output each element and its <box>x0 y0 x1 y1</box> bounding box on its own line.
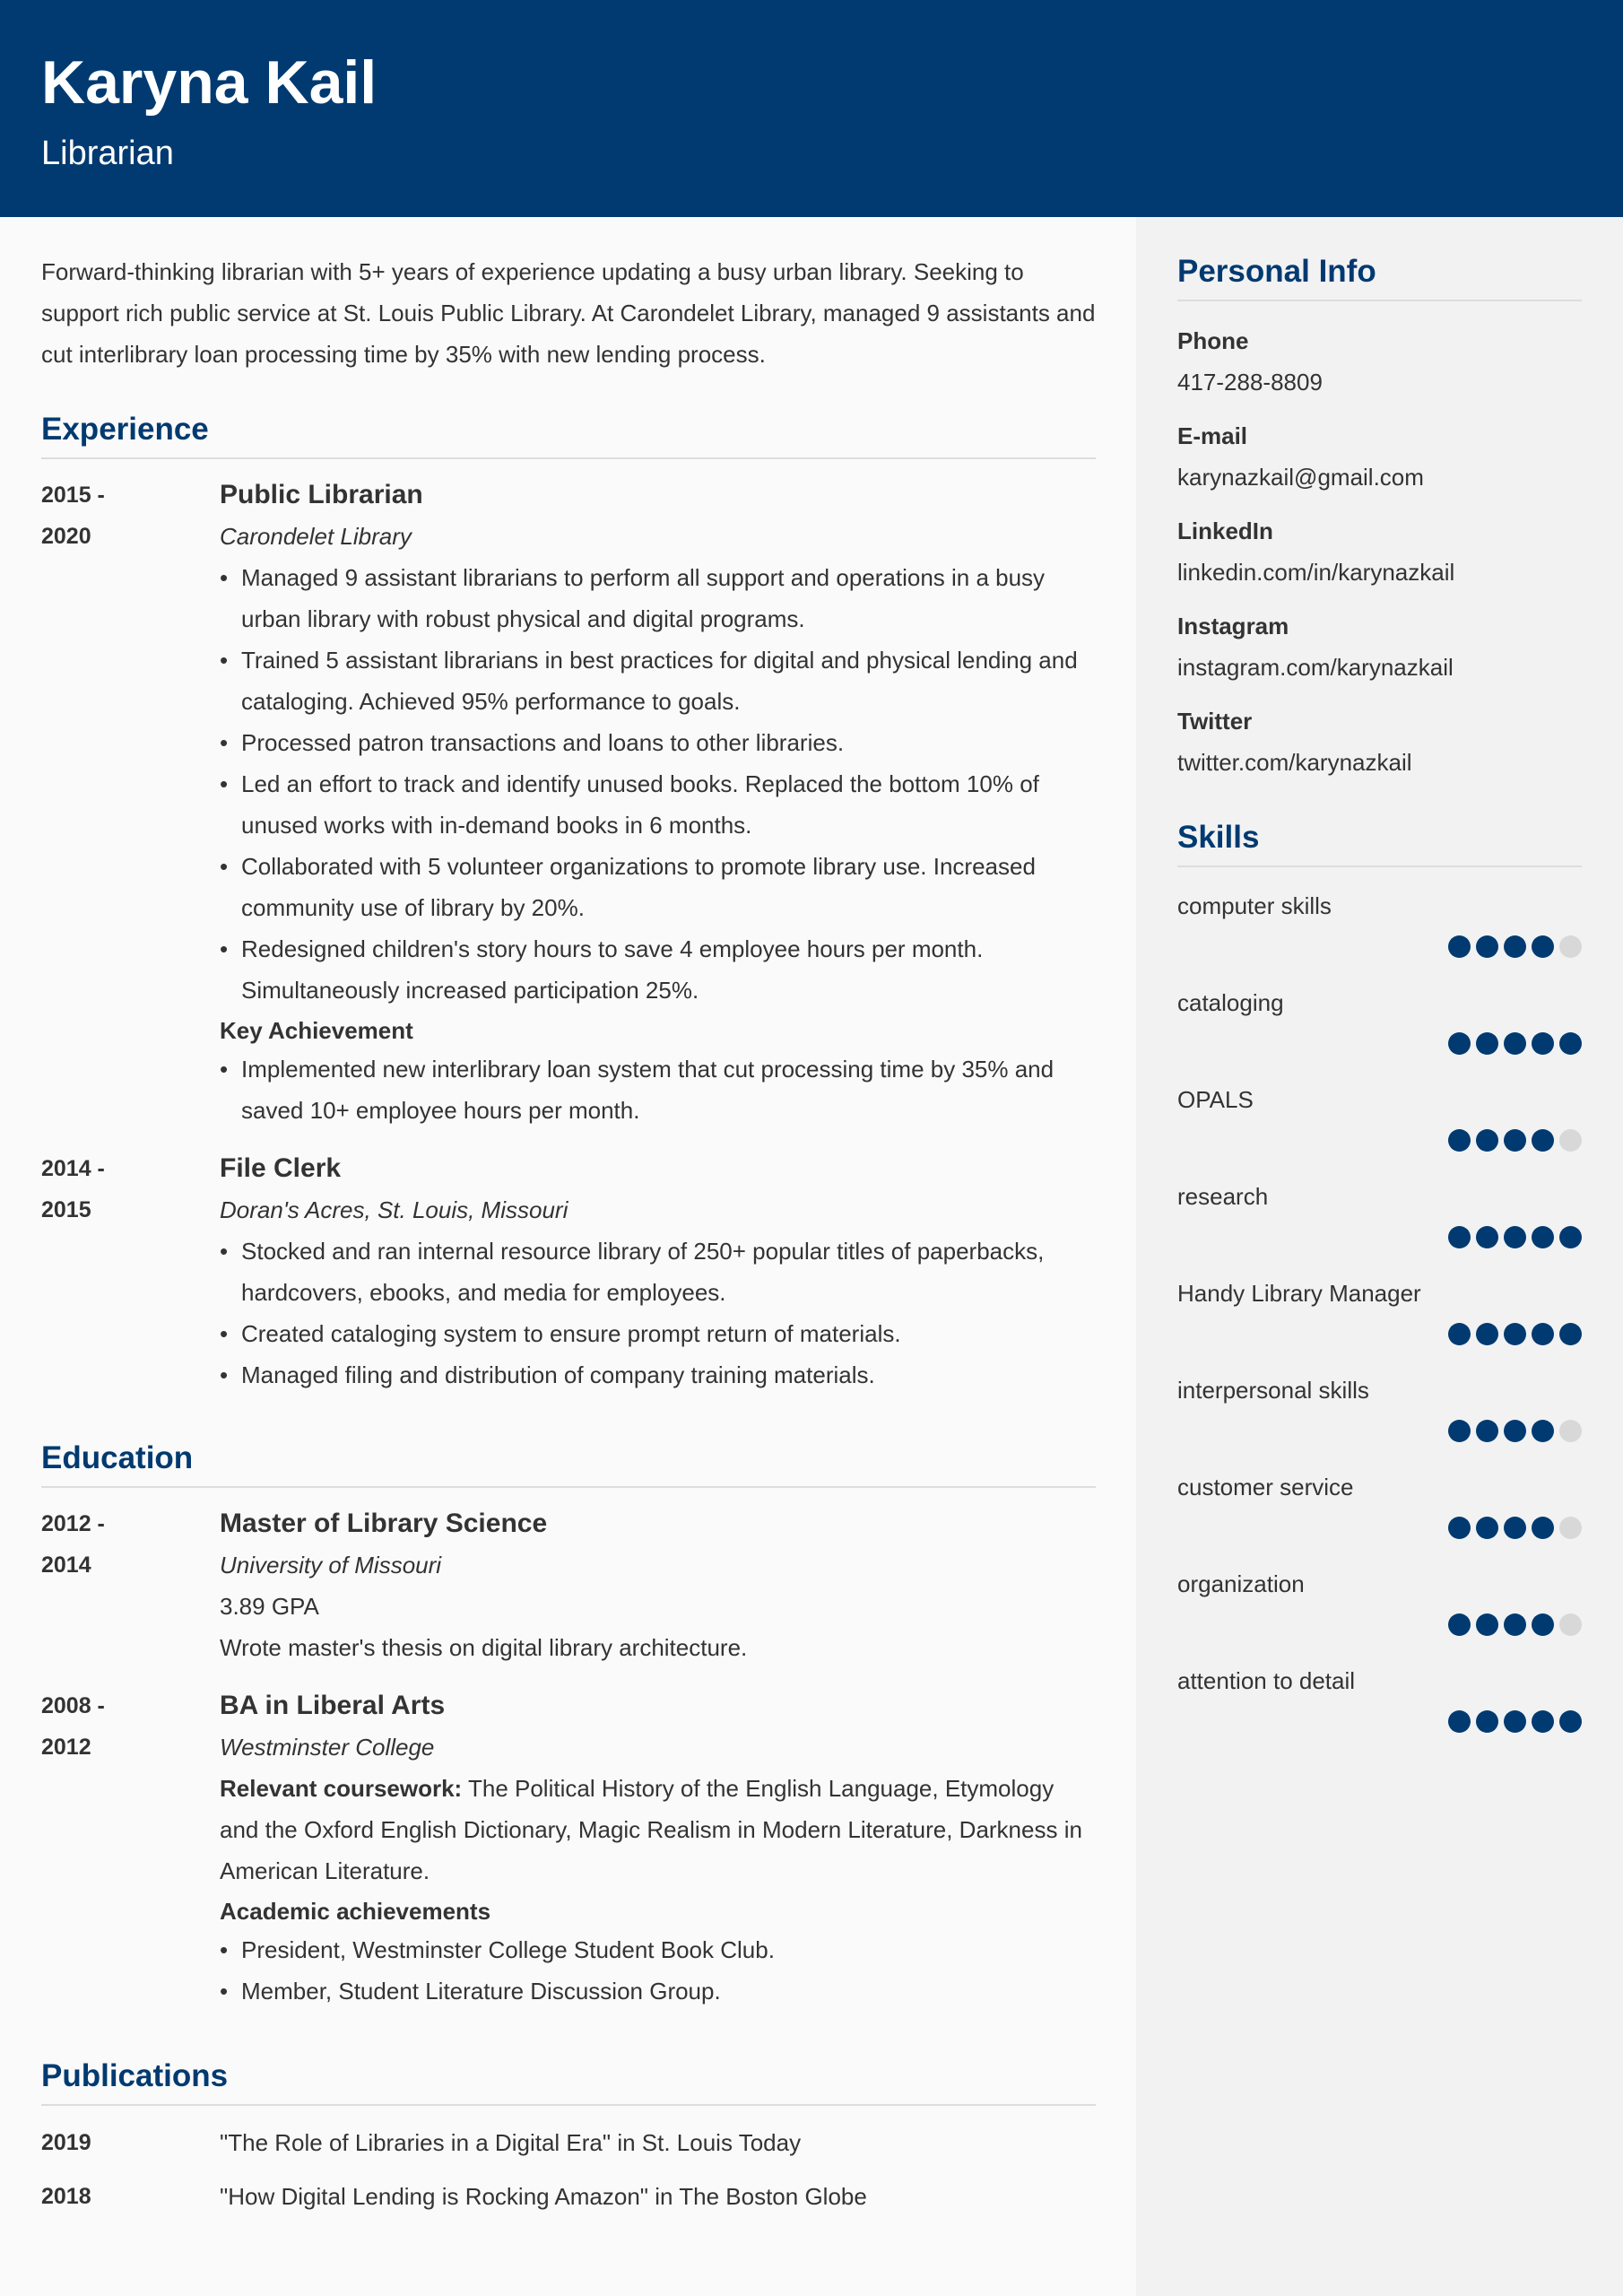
skill-item <box>1177 982 1582 1079</box>
rating-dot-filled <box>1532 1129 1554 1152</box>
skill-item <box>1177 1370 1582 1466</box>
skill-name: customer service <box>1177 1474 1354 1500</box>
email-value: karynazkail@gmail.com <box>1177 464 1424 491</box>
list-item: • Implemented new interlibrary loan system that cut processing time by 35% and saved 10+ employee hours per month. <box>220 1048 1096 1131</box>
publication-item <box>41 2176 1096 2217</box>
job-title: Public Librarian <box>220 480 423 509</box>
rating-dot-filled <box>1532 1613 1554 1636</box>
skill-name: organization <box>1177 1570 1305 1597</box>
coursework-label: Relevant coursework: <box>220 1775 463 1802</box>
list-item: • Created cataloging system to ensure prompt return of materials. <box>220 1313 1096 1354</box>
rating-dot-empty <box>1559 935 1582 958</box>
rating-dot-filled <box>1448 1420 1471 1442</box>
rating-dot-filled <box>1532 935 1554 958</box>
job-date <box>41 474 185 557</box>
achievements-list <box>220 1929 1096 2012</box>
skill-rating <box>1448 935 1582 958</box>
rating-dot-filled <box>1476 935 1498 958</box>
list-item: • Trained 5 assistant librarians in best practices for digital and physical lending and cataloging. Achieved 95% performance to goals. <box>220 639 1096 722</box>
date-start: 2015 - <box>41 483 105 508</box>
rating-dot-filled <box>1448 935 1471 958</box>
edu-body <box>220 1503 1096 1668</box>
edu-date <box>41 1685 185 1768</box>
rating-dot-filled <box>1532 1517 1554 1539</box>
list-item: • Managed 9 assistant librarians to perform all support and operations in a busy urban library with robust physical and digital programs. <box>220 557 1096 639</box>
skill-name: attention to detail <box>1177 1667 1356 1694</box>
skill-rating <box>1448 1226 1582 1248</box>
skill-item <box>1177 1563 1582 1660</box>
rating-dot-filled <box>1532 1710 1554 1733</box>
date-start: 2008 - <box>41 1693 105 1718</box>
date-end: 2020 <box>41 524 91 549</box>
rating-dot-filled <box>1504 1710 1526 1733</box>
rating-dot-filled <box>1476 1323 1498 1345</box>
rating-dot-filled <box>1476 1613 1498 1636</box>
skill-item <box>1177 1079 1582 1176</box>
rating-dot-filled <box>1559 1032 1582 1055</box>
skill-rating <box>1448 1323 1582 1345</box>
skill-item <box>1177 1660 1582 1757</box>
rating-dot-empty <box>1559 1613 1582 1636</box>
job-org: Doran's Acres, St. Louis, Missouri <box>220 1196 568 1223</box>
school-name: University of Missouri <box>220 1552 442 1578</box>
education-heading: Education <box>41 1439 1096 1488</box>
date-end: 2012 <box>41 1735 91 1760</box>
rating-dot-filled <box>1476 1226 1498 1248</box>
degree-title: BA in Liberal Arts <box>220 1691 446 1720</box>
achievements-label: Academic achievements <box>220 1898 491 1925</box>
job-body <box>220 474 1096 1131</box>
rating-dot-filled <box>1532 1226 1554 1248</box>
key-achievement-label: Key Achievement <box>220 1017 413 1044</box>
skill-item <box>1177 1273 1582 1370</box>
key-achievement-bullets <box>220 1048 1096 1131</box>
skill-name: OPALS <box>1177 1086 1254 1113</box>
publication-item <box>41 2122 1096 2163</box>
rating-dot-filled <box>1448 1613 1471 1636</box>
skill-rating <box>1448 1517 1582 1539</box>
candidate-name: Karyna Kail <box>41 48 378 117</box>
skill-name: research <box>1177 1183 1269 1210</box>
skill-name: cataloging <box>1177 989 1284 1016</box>
phone-label: Phone <box>1177 327 1249 354</box>
instagram-value: instagram.com/karynazkail <box>1177 654 1454 681</box>
school-name: Westminster College <box>220 1734 435 1761</box>
date-start: 2014 - <box>41 1156 105 1181</box>
rating-dot-filled <box>1448 1226 1471 1248</box>
list-item: • Redesigned children's story hours to save 4 employee hours per month. Simultaneously increased participation 25%. <box>220 928 1096 1011</box>
skill-item <box>1177 1466 1582 1563</box>
linkedin-value: linkedin.com/in/karynazkail <box>1177 559 1455 586</box>
degree-title: Master of Library Science <box>220 1509 548 1538</box>
list-item: • Managed filing and distribution of company training materials. <box>220 1354 1096 1396</box>
rating-dot-filled <box>1448 1323 1471 1345</box>
rating-dot-filled <box>1504 935 1526 958</box>
rating-dot-filled <box>1559 1226 1582 1248</box>
experience-heading: Experience <box>41 411 1096 459</box>
rating-dot-filled <box>1532 1032 1554 1055</box>
twitter-label: Twitter <box>1177 708 1253 735</box>
list-item: • Collaborated with 5 volunteer organizations to promote library use. Increased community use of library by 20%. <box>220 846 1096 928</box>
skill-rating <box>1448 1129 1582 1152</box>
rating-dot-filled <box>1504 1129 1526 1152</box>
rating-dot-filled <box>1559 1323 1582 1345</box>
email-label: E-mail <box>1177 422 1248 449</box>
list-item: • Member, Student Literature Discussion Group. <box>220 1970 1096 2012</box>
coursework-text: The Political History of the English Language, Etymology and the Oxford English Dictionary, Magic Realism in Modern Literature, Darkness in American Literature. <box>220 1775 1082 1884</box>
rating-dot-filled <box>1504 1517 1526 1539</box>
list-item: • President, Westminster College Student Book Club. <box>220 1929 1096 1970</box>
candidate-role: Librarian <box>41 135 174 172</box>
rating-dot-filled <box>1504 1226 1526 1248</box>
publication-text: "How Digital Lending is Rocking Amazon" in The Boston Globe <box>220 2183 867 2210</box>
rating-dot-filled <box>1476 1420 1498 1442</box>
edu-date <box>41 1503 185 1586</box>
job-bullets <box>220 1231 1096 1396</box>
publications-heading: Publications <box>41 2057 1096 2106</box>
rating-dot-filled <box>1476 1129 1498 1152</box>
job-body <box>220 1148 1096 1396</box>
job-org: Carondelet Library <box>220 523 412 550</box>
skill-rating <box>1448 1032 1582 1055</box>
date-start: 2012 - <box>41 1511 105 1536</box>
rating-dot-filled <box>1448 1710 1471 1733</box>
skill-item <box>1177 885 1582 982</box>
job-date <box>41 1148 185 1231</box>
rating-dot-filled <box>1448 1129 1471 1152</box>
personal-info-heading: Personal Info <box>1177 253 1582 301</box>
skill-rating <box>1448 1420 1582 1442</box>
linkedin-label: LinkedIn <box>1177 517 1273 544</box>
coursework <box>220 1768 1096 1892</box>
rating-dot-filled <box>1504 1323 1526 1345</box>
edu-body <box>220 1685 1096 2012</box>
rating-dot-empty <box>1559 1420 1582 1442</box>
rating-dot-filled <box>1504 1032 1526 1055</box>
publication-year: 2018 <box>41 2184 91 2209</box>
gpa: 3.89 GPA <box>220 1593 319 1620</box>
skill-name: computer skills <box>1177 892 1332 919</box>
list-item: • Led an effort to track and identify unused books. Replaced the bottom 10% of unused works with in-demand books in 6 months. <box>220 763 1096 846</box>
job-bullets <box>220 557 1096 1011</box>
rating-dot-filled <box>1476 1032 1498 1055</box>
rating-dot-filled <box>1504 1420 1526 1442</box>
rating-dot-filled <box>1504 1613 1526 1636</box>
rating-dot-filled <box>1559 1710 1582 1733</box>
date-end: 2014 <box>41 1552 91 1578</box>
sidebar <box>1136 217 1623 2296</box>
skill-name: Handy Library Manager <box>1177 1280 1421 1307</box>
rating-dot-filled <box>1476 1517 1498 1539</box>
skill-rating <box>1448 1613 1582 1636</box>
publication-year: 2019 <box>41 2130 91 2155</box>
skills-heading: Skills <box>1177 819 1582 867</box>
list-item: • Stocked and ran internal resource library of 250+ popular titles of paperbacks, hardcovers, ebooks, and media for employees. <box>220 1231 1096 1313</box>
phone-value: 417-288-8809 <box>1177 369 1323 396</box>
job-title: File Clerk <box>220 1153 342 1183</box>
rating-dot-filled <box>1448 1032 1471 1055</box>
rating-dot-filled <box>1448 1517 1471 1539</box>
skill-name: interpersonal skills <box>1177 1377 1369 1404</box>
date-end: 2015 <box>41 1197 91 1222</box>
rating-dot-filled <box>1532 1420 1554 1442</box>
skill-rating <box>1448 1710 1582 1733</box>
rating-dot-empty <box>1559 1129 1582 1152</box>
twitter-value: twitter.com/karynazkail <box>1177 749 1412 776</box>
instagram-label: Instagram <box>1177 613 1289 639</box>
rating-dot-filled <box>1532 1323 1554 1345</box>
thesis: Wrote master's thesis on digital library architecture. <box>220 1634 748 1661</box>
resume-header <box>0 0 1623 217</box>
skill-item <box>1177 1176 1582 1273</box>
publication-text: "The Role of Libraries in a Digital Era" in St. Louis Today <box>220 2129 802 2156</box>
rating-dot-filled <box>1476 1710 1498 1733</box>
rating-dot-empty <box>1559 1517 1582 1539</box>
list-item: • Processed patron transactions and loans to other libraries. <box>220 722 1096 763</box>
summary: Forward-thinking librarian with 5+ years of experience updating a busy urban library. Seeking to support rich public service at St. Louis Public Library. At Carondelet Library, managed 9 assistants and cut interlibrary loan processing time by 35% with new lending process. <box>41 258 1096 368</box>
